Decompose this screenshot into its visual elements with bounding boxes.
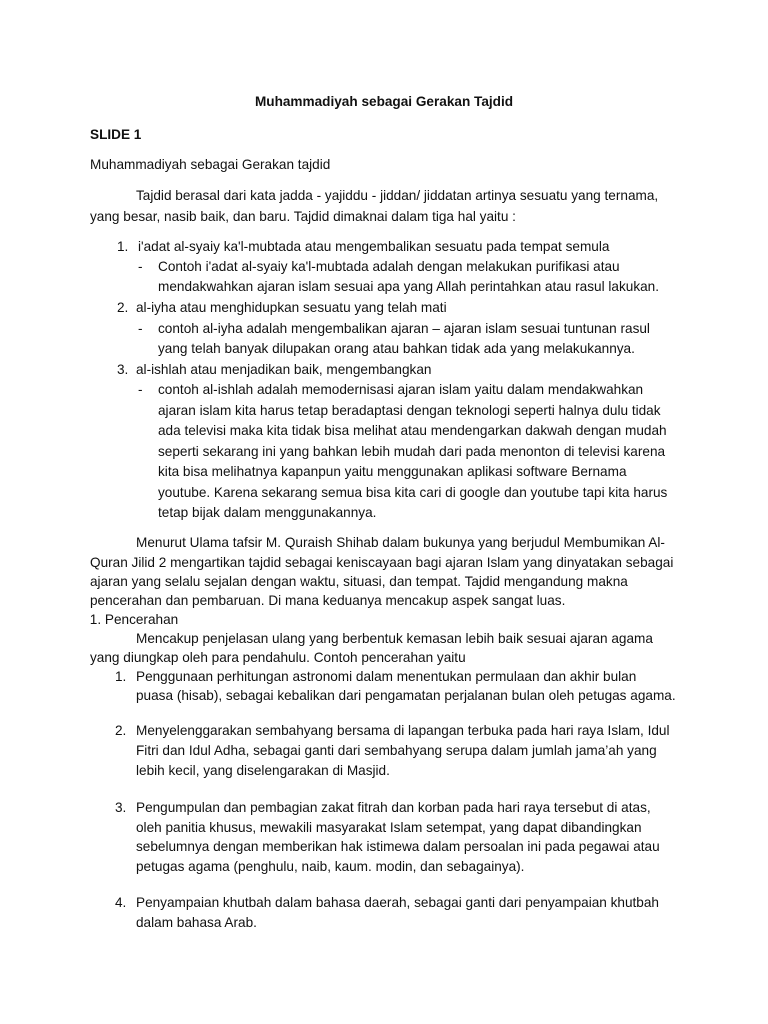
point-example-line: seperti sekarang ini yang bahkan lebih mudah dari pada menonton di televisi karena [158,444,666,459]
paragraph-line: Quran Jilid 2 mengartikan tajdid sebagai keniscayaan bagi ajaran Islam yang dinyatakan sebagai [90,555,674,570]
document-title: Muhammadiyah sebagai Gerakan Tajdid [254,94,514,109]
list-number: 2. [117,300,129,315]
point-heading: i'adat al-syaiy ka'l-mubtada atau mengembalikan sesuatu pada tempat semula [138,239,610,254]
point-example-line: contoh al-ishlah adalah memodernisasi ajaran islam yaitu dalam mendakwahkan [158,382,644,397]
dash-bullet: - [138,321,143,336]
point-example-line: youtube. Karena sekarang semua bisa kita cari di google dan youtube tapi kita harus [158,485,668,500]
example-line: Menyelenggarakan sembahyang bersama di lapangan terbuka pada hari raya Islam, Idul [136,723,670,738]
paragraph-line: pencerahan dan pembaruan. Di mana keduanya mencakup aspek sangat luas. [90,593,566,608]
intro-line: yang besar, nasib baik, dan baru. Tajdid dimaknai dalam tiga hal yaitu : [90,209,516,224]
dash-bullet: - [138,382,143,397]
example-line: Penggunaan perhitungan astronomi dalam menentukan permulaan dan akhir bulan [136,669,637,684]
paragraph-line: Mencakup penjelasan ulang yang berbentuk kemasan lebih baik sesuai ajaran agama [136,631,653,646]
dash-bullet: - [138,259,143,274]
list-number: 1. [115,669,127,684]
paragraph-line: ajaran yang selalu sejalan dengan waktu, situasi, dan tempat. Tajdid mengandung makna [90,574,628,589]
point-example-line: Contoh i'adat al-syaiy ka'l-mubtada adalah dengan melakukan purifikasi atau [158,259,620,274]
example-line: dalam bahasa Arab. [136,915,257,930]
point-example-line: ajaran islam kita harus tetap beradaptasi dengan teknologi seperti halnya dulu tidak [158,403,661,418]
point-example-line: tetap bijak dalam menggunakannya. [158,505,377,520]
list-number: 2. [115,723,127,738]
example-line: Pengumpulan dan pembagian zakat fitrah dan korban pada hari raya tersebut di atas, [136,800,651,815]
example-line: oleh panitia khusus, mewakili masyarakat Islam setempat, yang dapat dibandingkan [136,820,642,835]
point-example-line: yang telah banyak dilupakan orang atau bahkan tidak ada yang melakukannya. [158,341,635,356]
example-line: puasa (hisab), sebagai kebalikan dari pengamatan perjalanan bulan oleh petugas agama. [136,688,676,703]
point-example-line: contoh al-iyha adalah mengembalikan ajaran – ajaran islam sesuai tuntunan rasul [158,321,650,336]
list-number: 3. [117,362,129,377]
example-line: lebih kecil, yang diselengarakan di Masjid. [136,763,390,778]
pencerahan-heading: 1. Pencerahan [86,612,179,627]
example-line: Penyampaian khutbah dalam bahasa daerah, sebagai ganti dari penyampaian khutbah [136,895,659,910]
slide-label: SLIDE 1 [90,127,142,142]
list-number: 1. [117,239,129,254]
example-line: sebelumnya dengan memberikan hak istimewa dalam persoalan ini pada pegawai atau [136,839,660,854]
point-example-line: kita bisa melihatnya kapanpun yaitu menggunakan aplikasi software Bernama [158,464,627,479]
point-example-line: mendakwahkan ajaran islam sesuai apa yang Allah perintahkan atau rasul lakukan. [158,279,660,294]
list-number: 4. [115,895,127,910]
list-number: 3. [115,800,127,815]
paragraph-line: Menurut Ulama tafsir M. Quraish Shihab dalam bukunya yang berjudul Membumikan Al- [136,535,665,550]
point-heading: al-ishlah atau menjadikan baik, mengembangkan [136,362,432,377]
section-subtitle: Muhammadiyah sebagai Gerakan tajdid [90,157,331,172]
point-example-line: ada televisi maka kita tidak bisa melihat atau mendengarkan dakwah dengan mudah [158,423,667,438]
example-line: Fitri dan Idul Adha, sebagai ganti dari sembahyang serupa dalam jumlah jama’ah yang [136,743,657,758]
point-heading: al-iyha atau menghidupkan sesuatu yang telah mati [136,300,447,315]
intro-line: Tajdid berasal dari kata jadda - yajiddu - jiddan/ jiddatan artinya sesuatu yang ternama, [136,188,659,203]
paragraph-line: yang diungkap oleh para pendahulu. Contoh pencerahan yaitu [90,650,466,665]
example-line: petugas agama (penghulu, naib, kaum. modin, dan sebagainya). [136,859,525,874]
